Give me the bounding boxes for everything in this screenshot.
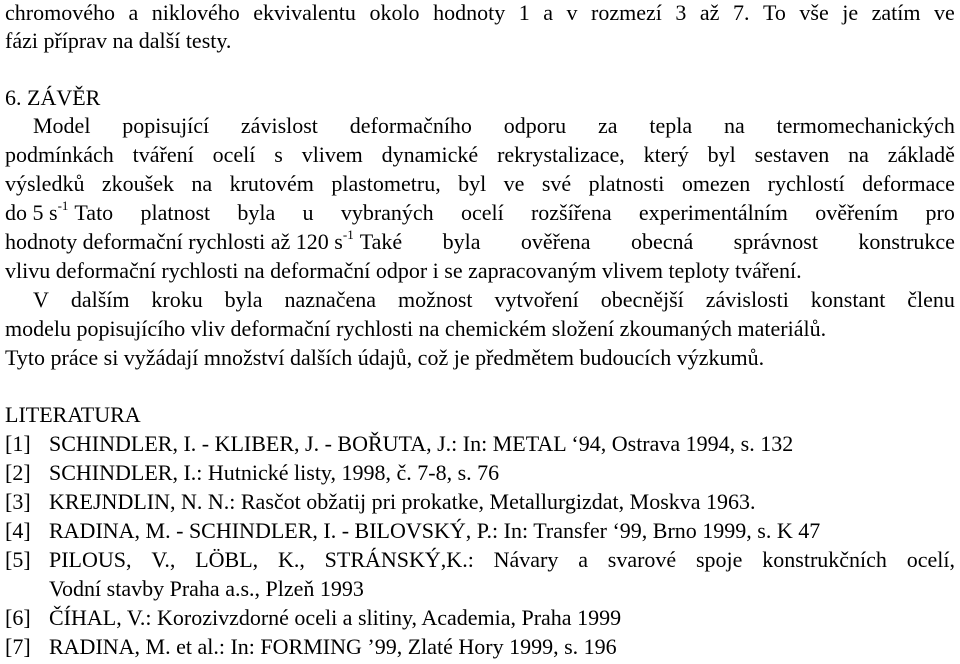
reference-item-1 <box>5 431 793 459</box>
word: členu <box>907 287 955 312</box>
section-heading-conclusion: 6. ZÁVĚR <box>5 85 101 110</box>
word: správnost <box>733 229 818 254</box>
intro-line-2: fázi příprav na další testy. <box>5 28 232 53</box>
word: Také <box>359 229 403 254</box>
word: výsledků <box>5 171 85 196</box>
reference-number: [5] <box>5 547 31 572</box>
word: dynamické <box>381 142 479 167</box>
word: u <box>302 200 314 225</box>
word: popisující <box>122 113 210 138</box>
word: okolo <box>369 0 420 25</box>
word: s <box>274 142 283 167</box>
word: V <box>33 287 49 312</box>
word: experimentálním <box>638 200 788 225</box>
conclusion-p1-line-4 <box>5 197 955 228</box>
word: ekvivalentu <box>253 0 356 25</box>
conclusion-p1-line-3 <box>5 171 955 199</box>
word: na <box>848 142 869 167</box>
word: To <box>762 0 786 25</box>
word: svarové <box>607 547 677 572</box>
word: konstrukce <box>858 229 955 254</box>
reference-text: RADINA, M. et al.: In: FORMING ’99, Zlaté Hory 1999, s. 196 <box>49 634 617 659</box>
intro-line-1 <box>5 0 955 28</box>
word: LÖBL, <box>195 547 259 572</box>
word: byl <box>707 142 736 167</box>
word: niklového <box>151 0 240 25</box>
word: a <box>578 547 588 572</box>
word: byla <box>224 287 263 312</box>
reference-text: RADINA, M. - SCHINDLER, I. - BILOVSKÝ, P.: In: Transfer ‘99, Brno 1999, s. K 47 <box>49 518 821 543</box>
word: K., <box>277 547 305 572</box>
word: Tato <box>74 200 114 225</box>
word: až <box>699 0 720 25</box>
word: vybraných <box>340 200 434 225</box>
reference-text: SCHINDLER, I.: Hutnické listy, 1998, č. 7-8, s. 76 <box>49 460 500 485</box>
word: chromového <box>5 0 115 25</box>
word: 3 <box>675 0 687 25</box>
word: zkoušek <box>101 171 174 196</box>
word: rozmezí <box>591 0 662 25</box>
word: sestaven <box>754 142 830 167</box>
conclusion-p2-line-2: modelu popisujícího vliv deformační rychlosti na chemickém složení zkoumaných materiálů. <box>5 316 827 341</box>
word: své <box>541 171 572 196</box>
word: deformačního <box>349 113 472 138</box>
word: odporu <box>503 113 567 138</box>
word: vytvoření <box>494 287 579 312</box>
word: 1 <box>518 0 530 25</box>
word: konstant <box>810 287 886 312</box>
reference-number: [7] <box>5 634 31 659</box>
word: byla <box>442 229 481 254</box>
word: byl <box>458 171 487 196</box>
reference-item-2 <box>5 460 499 488</box>
word: hodnoty <box>433 0 506 25</box>
word: vše <box>799 0 829 25</box>
word: rychlostí <box>767 171 845 196</box>
word: Model <box>33 113 91 138</box>
word: platnost <box>140 200 211 225</box>
word: byla <box>237 200 276 225</box>
reference-number: [4] <box>5 518 31 543</box>
section-heading-literature: LITERATURA <box>5 402 141 427</box>
word: STRÁNSKÝ,K.: <box>324 547 474 572</box>
word: podmínkách <box>5 142 114 167</box>
reference-item-4 <box>5 518 820 546</box>
word: závislost <box>240 113 318 138</box>
rate-text: do 5 $s^{-1}$ <box>5 197 69 225</box>
word: PILOUS, <box>49 547 132 572</box>
reference-text-line-1 <box>49 547 955 575</box>
word: ověřením <box>815 200 899 225</box>
word: závislosti <box>705 287 789 312</box>
rate-rest-2 <box>360 229 955 257</box>
word: V., <box>151 547 176 572</box>
conclusion-p1-line-6: vlivu deformační rychlosti na deformační odpor i se zapracovaným vlivem teploty tváření. <box>5 258 802 283</box>
reference-item-5 <box>5 547 955 575</box>
word: naznačena <box>284 287 377 312</box>
word: krutovém <box>229 171 314 196</box>
reference-number: [1] <box>5 431 31 456</box>
word: rozšířena <box>530 200 612 225</box>
word: Návary <box>493 547 559 572</box>
reference-item-6 <box>5 605 621 633</box>
conclusion-p1-line-5 <box>5 226 955 257</box>
word: dalším <box>70 287 130 312</box>
rate-text-2: hodnoty deformační rychlosti až 120 $s^{-1}$ <box>5 226 354 254</box>
word: a <box>543 0 553 25</box>
reference-number: [2] <box>5 460 31 485</box>
word: omezen <box>681 171 751 196</box>
word: ocelí <box>460 200 504 225</box>
word: je <box>842 0 859 25</box>
word: platnosti <box>588 171 665 196</box>
rate-rest <box>74 200 955 228</box>
word: kroku <box>151 287 203 312</box>
word: ověřena <box>520 229 591 254</box>
word: vlivem <box>301 142 363 167</box>
reference-text: KREJNDLIN, N. N.: Rasčot obžatij pri prokatke, Metallurgizdat, Moskva 1963. <box>49 489 756 514</box>
word: termomechanických <box>776 113 955 138</box>
word: možnost <box>397 287 473 312</box>
word: tepla <box>649 113 693 138</box>
conclusion-p2-line-1 <box>33 287 955 315</box>
word: konstrukčních <box>762 547 887 572</box>
word: 7. <box>732 0 750 25</box>
word: tváření <box>132 142 194 167</box>
word: rekrystalizace, <box>497 142 625 167</box>
word: základě <box>887 142 955 167</box>
reference-text: ČÍHAL, V.: Korozivzdorné oceli a slitiny, Academia, Praha 1999 <box>49 605 622 630</box>
word: na <box>191 171 213 196</box>
word: na <box>723 113 745 138</box>
word: ve <box>503 171 525 196</box>
reference-text-line-2: Vodní stavby Praha a.s., Plzeň 1993 <box>49 576 364 601</box>
word: obecná <box>630 229 694 254</box>
reference-text: SCHINDLER, I. - KLIBER, J. - BOŘUTA, J.: In: METAL ‘94, Ostrava 1994, s. 132 <box>49 431 794 456</box>
reference-number: [3] <box>5 489 31 514</box>
conclusion-p1-line-1 <box>33 113 955 141</box>
word: ocelí <box>212 142 256 167</box>
word: zatím <box>871 0 921 25</box>
reference-item-3 <box>5 489 756 517</box>
word: deformace <box>862 171 955 196</box>
word: za <box>597 113 618 138</box>
conclusion-p2-line-3: Tyto práce si vyžádají množství dalších údajů, což je předmětem budoucích výzkumů. <box>5 345 765 370</box>
word: plastometru, <box>331 171 441 196</box>
word: obecnější <box>600 287 684 312</box>
word: ve <box>934 0 955 25</box>
word: a <box>128 0 139 25</box>
reference-item-7 <box>5 634 617 662</box>
word: pro <box>925 200 955 225</box>
word: v <box>566 0 578 25</box>
reference-number: [6] <box>5 605 31 630</box>
word: který <box>643 142 689 167</box>
conclusion-p1-line-2 <box>5 142 955 170</box>
word: spoje <box>696 547 743 572</box>
word: ocelí, <box>906 547 955 572</box>
